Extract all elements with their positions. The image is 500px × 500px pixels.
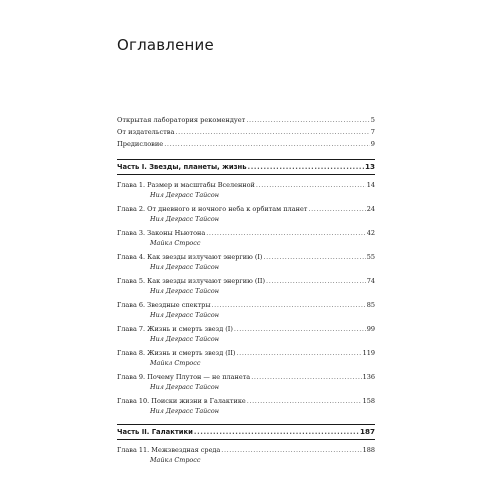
chapter-page: 14 <box>366 181 375 189</box>
part-divider <box>117 174 375 175</box>
dot-leader <box>206 229 365 239</box>
toc-entry-page: 7 <box>370 128 375 136</box>
toc-part-label: Часть I. Звезды, планеты, жизнь <box>117 163 247 171</box>
dot-leader <box>221 446 361 456</box>
toc-entry-label: Открытая лаборатория рекомендует <box>117 116 246 124</box>
chapter-page: 24 <box>366 205 375 213</box>
toc-chapter[interactable] <box>117 446 375 464</box>
chapter-author: Нил Деграсс Тайсон <box>150 190 219 199</box>
toc-entry-front-2[interactable] <box>117 126 375 138</box>
toc-entry-label: Предисловие <box>117 140 164 148</box>
toc-entry-front-1[interactable] <box>117 114 375 126</box>
chapter-author: Нил Деграсс Тайсон <box>150 214 219 223</box>
chapter-title: Глава 2. От дневного и ночного неба к орбитам планет <box>117 205 308 213</box>
toc-chapter[interactable] <box>117 325 375 343</box>
chapter-page: 74 <box>366 277 375 285</box>
table-of-contents <box>117 110 375 464</box>
toc-part-page: 187 <box>359 427 375 436</box>
chapter-page: 42 <box>366 229 375 237</box>
chapter-page: 55 <box>366 253 375 261</box>
toc-chapter[interactable] <box>117 373 375 391</box>
chapter-author: Нил Деграсс Тайсон <box>150 262 219 271</box>
page-title: Оглавление <box>117 36 214 54</box>
chapter-title: Глава 5. Как звезды излучают энергию (II) <box>117 277 266 285</box>
chapter-page: 188 <box>362 446 375 454</box>
dot-leader <box>175 126 369 138</box>
toc-chapter[interactable] <box>117 229 375 247</box>
toc-chapter[interactable] <box>117 397 375 415</box>
toc-chapter[interactable] <box>117 181 375 199</box>
dot-leader <box>164 138 370 150</box>
chapter-author: Майкл Стросс <box>150 358 201 367</box>
chapter-title: Глава 1. Размер и масштабы Вселенной <box>117 181 255 189</box>
part-2-section <box>117 424 375 464</box>
dot-leader <box>251 373 361 383</box>
part-1-section <box>117 159 375 415</box>
chapter-author: Майкл Стросс <box>150 238 201 247</box>
chapter-page: 136 <box>362 373 375 381</box>
front-matter-list <box>117 114 375 150</box>
dot-leader <box>246 114 369 126</box>
dot-leader <box>234 325 366 335</box>
chapter-title: Глава 10. Поиски жизни в Галактике <box>117 397 246 405</box>
dot-leader <box>236 349 361 359</box>
chapter-author: Нил Деграсс Тайсон <box>150 310 219 319</box>
dot-leader <box>256 181 366 191</box>
chapter-title: Глава 6. Звездные спектры <box>117 301 211 309</box>
toc-chapter[interactable] <box>117 301 375 319</box>
chapter-page: 119 <box>362 349 375 357</box>
chapter-page: 99 <box>366 325 375 333</box>
toc-part-2[interactable] <box>117 425 375 439</box>
dot-leader <box>247 397 362 407</box>
toc-chapter[interactable] <box>117 349 375 367</box>
chapter-page: 85 <box>366 301 375 309</box>
chapter-author: Нил Деграсс Тайсон <box>150 286 219 295</box>
chapter-author: Нил Деграсс Тайсон <box>150 334 219 343</box>
toc-entry-front-3[interactable] <box>117 138 375 150</box>
chapter-author: Майкл Стросс <box>150 455 201 464</box>
chapter-title: Глава 3. Законы Ньютона <box>117 229 206 237</box>
toc-entry-label: От издательства <box>117 128 175 136</box>
chapter-title: Глава 11. Межзвездная среда <box>117 446 221 454</box>
part-divider <box>117 439 375 440</box>
toc-entry-page: 9 <box>370 140 375 148</box>
dot-leader <box>194 425 359 439</box>
chapter-title: Глава 8. Жизнь и смерть звезд (II) <box>117 349 236 357</box>
chapter-page: 158 <box>362 397 375 405</box>
dot-leader <box>212 301 366 311</box>
chapter-title: Глава 9. Почему Плутон — не планета <box>117 373 251 381</box>
toc-chapter[interactable] <box>117 253 375 271</box>
toc-part-label: Часть II. Галактики <box>117 428 193 436</box>
toc-part-1[interactable] <box>117 160 375 174</box>
dot-leader <box>308 205 365 215</box>
dot-leader <box>248 160 364 174</box>
chapter-author: Нил Деграсс Тайсон <box>150 382 219 391</box>
dot-leader <box>263 253 365 263</box>
toc-part-page: 13 <box>364 162 375 171</box>
toc-chapter[interactable] <box>117 205 375 223</box>
chapter-title: Глава 7. Жизнь и смерть звезд (I) <box>117 325 233 333</box>
chapter-author: Нил Деграсс Тайсон <box>150 406 219 415</box>
toc-entry-page: 5 <box>370 116 375 124</box>
chapter-title: Глава 4. Как звезды излучают энергию (I) <box>117 253 263 261</box>
toc-chapter[interactable] <box>117 277 375 295</box>
dot-leader <box>266 277 366 287</box>
